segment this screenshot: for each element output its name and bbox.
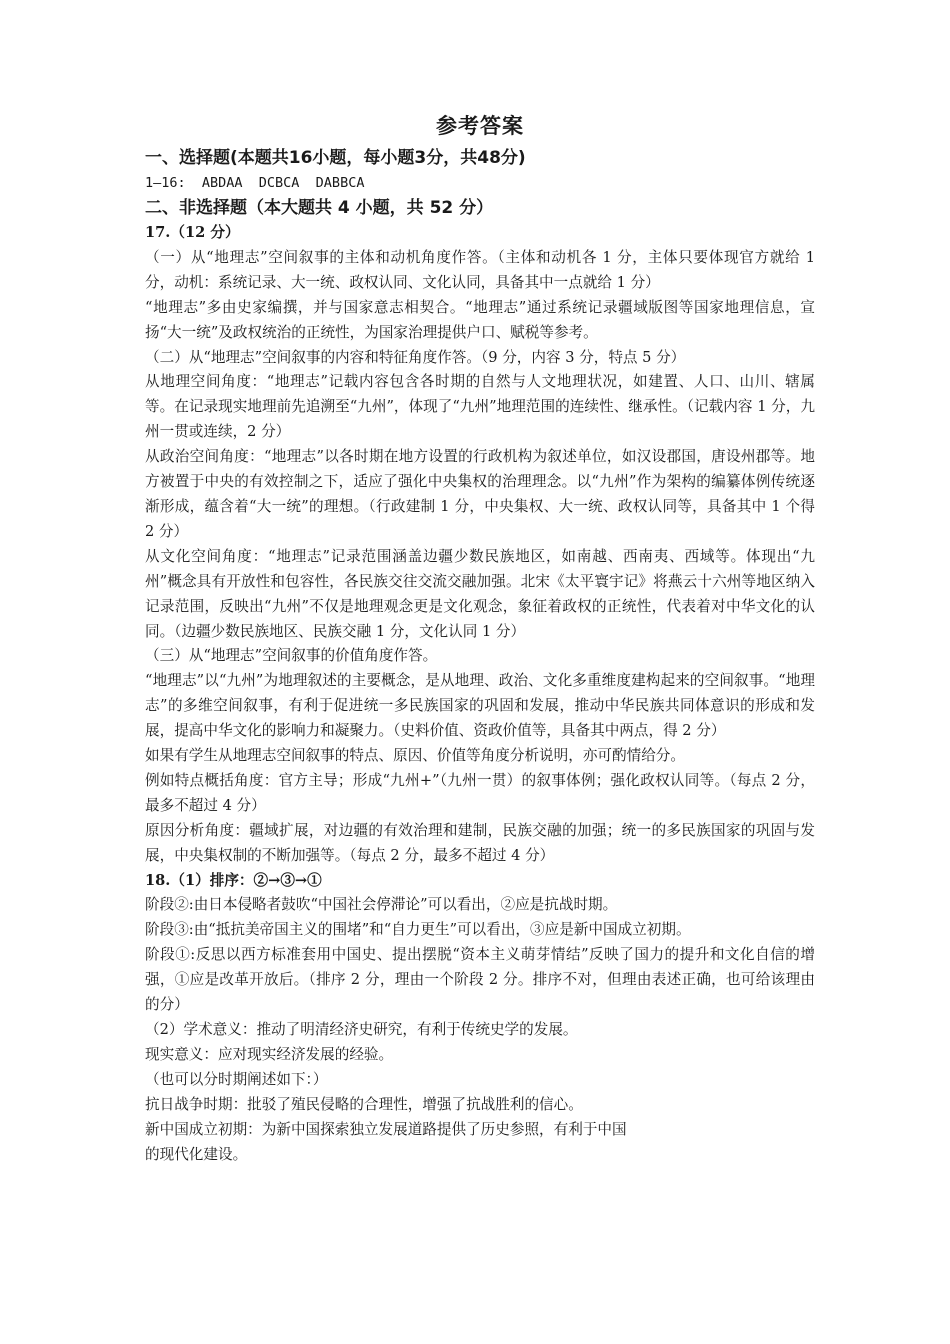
q17-paragraph: 例如特点概括角度：官方主导；形成“九州+”（九州一贯）的叙事体例；强化政权认同等。（每点 2 分，最多不超过 4 分）	[145, 771, 815, 814]
q18-paragraph: 阶段③:由“抵抗美帝国主义的围堵”和“自力更生”可以看出，③应是新中国成立初期。	[145, 921, 691, 939]
q18-label: 18.（1）排序：②→③→①	[145, 871, 322, 889]
q17-label: 17.（12 分）	[145, 224, 240, 241]
q18-paragraph: 现实意义：应对现实经济发展的经验。	[145, 1045, 394, 1063]
q17-paragraph: 原因分析角度：疆域扩展，对边疆的有效治理和建制，民族交融的加强；统一的多民族国家的巩固与发展，中央集权制的不断加强等。（每点 2 分，最多不超过 4 分）	[145, 821, 815, 864]
q17-paragraph: 从政治空间角度：“地理志”以各时期在地方设置的行政机构为叙述单位，如汉设郡国，唐设州郡等。地方被置于中央的有效控制之下，适应了强化中央集权的治理理念。以“九州”作为架构的编纂体例传统逐渐形成，蕴含着“大一统”的理想。（行政建制 1 分，中央集权、大一统、政权认同等，具备其中 1 个得 2 分）	[145, 448, 815, 540]
q18-paragraph: 的现代化建设。	[145, 1145, 248, 1163]
choice-answers: 1—16: ABDAA DCBCA DABBCA	[145, 175, 365, 191]
page-title: 参考答案	[436, 113, 524, 138]
q17-paragraph: 从文化空间角度：“地理志”记录范围涵盖边疆少数民族地区，如南越、西南夷、西域等。体现出“九州”概念具有开放性和包容性，各民族交往交流交融加强。北宋《太平寰宇记》将燕云十六州等地区纳入记录范围，反映出“九州”不仅是地理观念更是文化观念，象征着政权的正统性，代表着对中华文化的认同。（边疆少数民族地区、民族交融 1 分，文化认同 1 分）	[145, 547, 815, 640]
q17-paragraph: 从地理空间角度：“地理志”记载内容包含各时期的自然与人文地理状况，如建置、人口、山川、辖属等。在记录现实地理前先追溯至“九州”，体现了“九州”地理范围的连续性、继承性。（记载内容 1 分，九州一贯或连续，2 分）	[145, 373, 815, 441]
q17-paragraph: “地理志”以“九州”为地理叙述的主要概念，是从地理、政治、文化多重维度建构起来的空间叙事。“地理志”的多维空间叙事，有利于促进统一多民族国家的巩固和发展，推动中华民族共同体意识的形成和发展，提高中华文化的影响力和凝聚力。（史料价值、资政价值等，具备其中两点，得 2 分）	[145, 672, 815, 740]
q17-paragraph: 如果有学生从地理志空间叙事的特点、原因、价值等角度分析说明，亦可酌情给分。	[145, 747, 685, 765]
q17-paragraph: “地理志”多由史家编撰，并与国家意志相契合。“地理志”通过系统记录疆域版图等国家地理信息，宣扬“大一统”及政权统治的正统性，为国家治理提供户口、赋税等参考。	[145, 298, 815, 341]
q17-paragraph: （二）从“地理志”空间叙事的内容和特征角度作答。（9 分，内容 3 分，特点 5 分）	[145, 348, 686, 366]
q17-paragraph: （三）从“地理志”空间叙事的价值角度作答。	[145, 647, 438, 665]
q18-paragraph: （也可以分时期阐述如下：）	[145, 1070, 328, 1088]
q18-paragraph: 阶段②:由日本侵略者鼓吹“中国社会停滞论”可以看出，②应是抗战时期。	[145, 896, 618, 914]
q18-paragraph: 阶段①:反思以西方标准套用中国史、提出摆脱“资本主义萌芽情结”反映了国力的提升和文化自信的增强，①应是改革开放后。（排序 2 分，理由一个阶段 2 分。排序不对，但理由表述正确，也可给该理由的分）	[145, 946, 815, 1014]
q18-paragraph: 抗日战争时期：批驳了殖民侵略的合理性，增强了抗战胜利的信心。	[145, 1095, 583, 1113]
section1-heading: 一、选择题(本题共16小题，每小题3分，共48分)	[145, 148, 526, 168]
section2-heading: 二、非选择题（本大题共 4 小题，共 52 分）	[145, 198, 494, 218]
q18-paragraph: （2）学术意义：推动了明清经济史研究，有利于传统史学的发展。	[145, 1021, 578, 1038]
answer-document	[145, 112, 815, 1167]
q17-paragraph: （一）从“地理志”空间叙事的主体和动机角度作答。（主体和动机各 1 分，主体只要体现官方就给 1 分，动机：系统记录、大一统、政权认同、文化认同，具备其中一点就给 1 分）	[145, 248, 815, 291]
q18-paragraph: 新中国成立初期：为新中国探索独立发展道路提供了历史参照，有利于中国	[145, 1120, 627, 1138]
